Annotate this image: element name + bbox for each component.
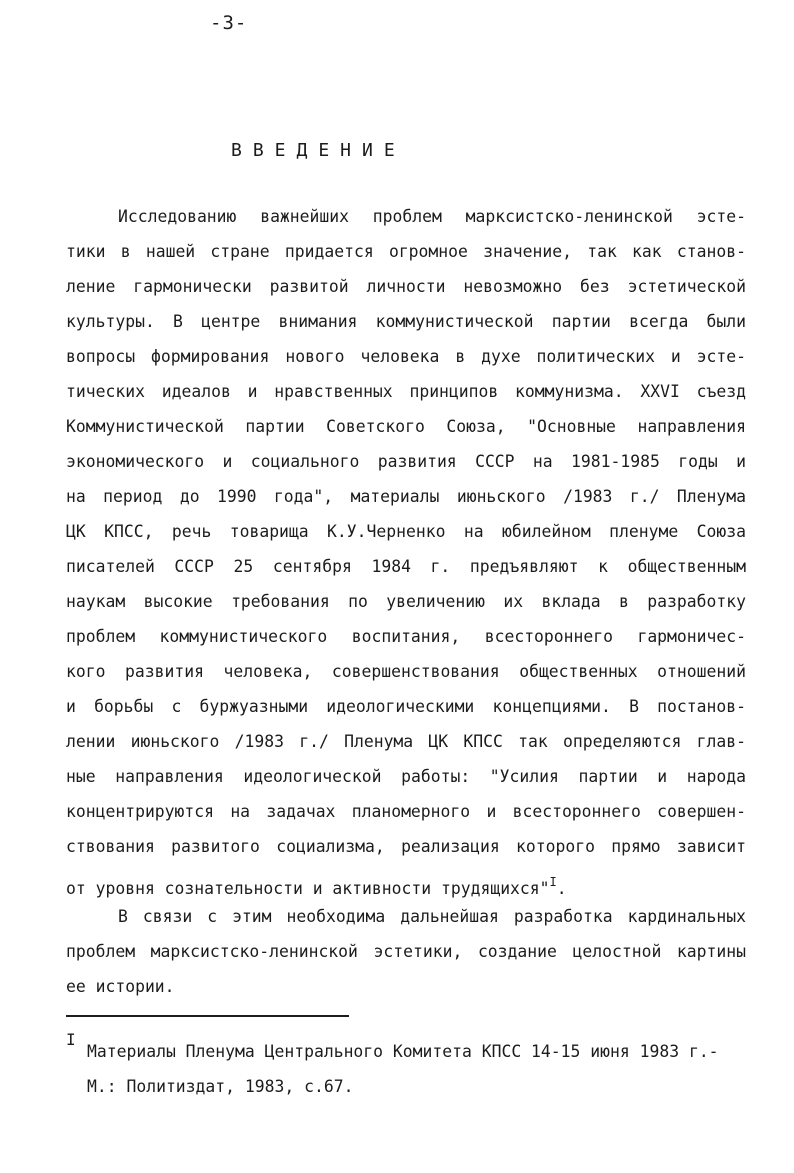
text-line: и борьбы с буржуазными идеологическими концепциями. В постанов- [66,697,746,716]
text-line: концентрируются на задачах планомерного и всестороннего совершен- [66,802,746,821]
text-line: лении июньского /1983 г./ Пленума ЦК КПСС так определяются глав- [66,732,746,751]
text-line: культуры. В центре внимания коммунистической партии всегда были [66,312,746,331]
text-line: ее истории. [66,977,175,996]
text-line-last: от уровня сознательности и активности трудящихся"$^I$. [66,875,567,898]
text-line: тики в нашей стране придается огромное значение, так как станов- [66,242,746,261]
text-line: наукам высокие требования по увеличению их вклада в разработку [66,592,746,611]
text-line: вопросы формирования нового человека в духе политических и эсте- [66,347,746,366]
text-line: на период до 1990 года", материалы июньского /1983 г./ Пленума [66,487,746,506]
text-line: писателей СССР 25 сентября 1984 г. предъявляют к общественным [66,557,746,576]
text-line: проблем марксистско-ленинской эстетики, создание целостной картины [66,942,746,961]
text-line: В связи с этим необходима дальнейшая разработка кардинальных [118,907,746,926]
footnote-line: М.: Политиздат, 1983, с.67. [87,1077,354,1096]
text-line: проблем коммунистического воспитания, всестороннего гармоничес- [66,627,746,646]
text-line: ление гармонически развитой личности невозможно без эстетической [66,277,746,296]
footnote-marker: I [66,1030,76,1049]
text-line: Исследованию важнейших проблем марксистско-ленинской эсте- [118,207,746,226]
footnote-line: Материалы Пленума Центрального Комитета КПСС 14-15 июня 1983 г.- [87,1042,719,1061]
footnote-reference: I [549,875,557,889]
text-line: кого развития человека, совершенствования общественных отношений [66,662,746,681]
page-number: -3- [210,12,248,34]
text-line: экономического и социального развития СССР на 1981-1985 годы и [66,452,746,471]
text-line: Коммунистической партии Советского Союза, "Основные направления [66,417,746,436]
text-line: ЦК КПСС, речь товарища К.У.Черненко на юбилейном пленуме Союза [66,522,746,541]
text-line: от уровня сознательности и активности трудящихся" [66,879,550,898]
text-line: ствования развитого социализма, реализация которого прямо зависит [66,837,746,856]
text-line: тических идеалов и нравственных принципов коммунизма. XXVI съезд [66,382,746,401]
text-line: ные направления идеологической работы: "Усилия партии и народа [66,767,746,786]
footnote-divider [66,1015,349,1017]
section-heading: ВВЕДЕНИЕ [231,140,406,161]
